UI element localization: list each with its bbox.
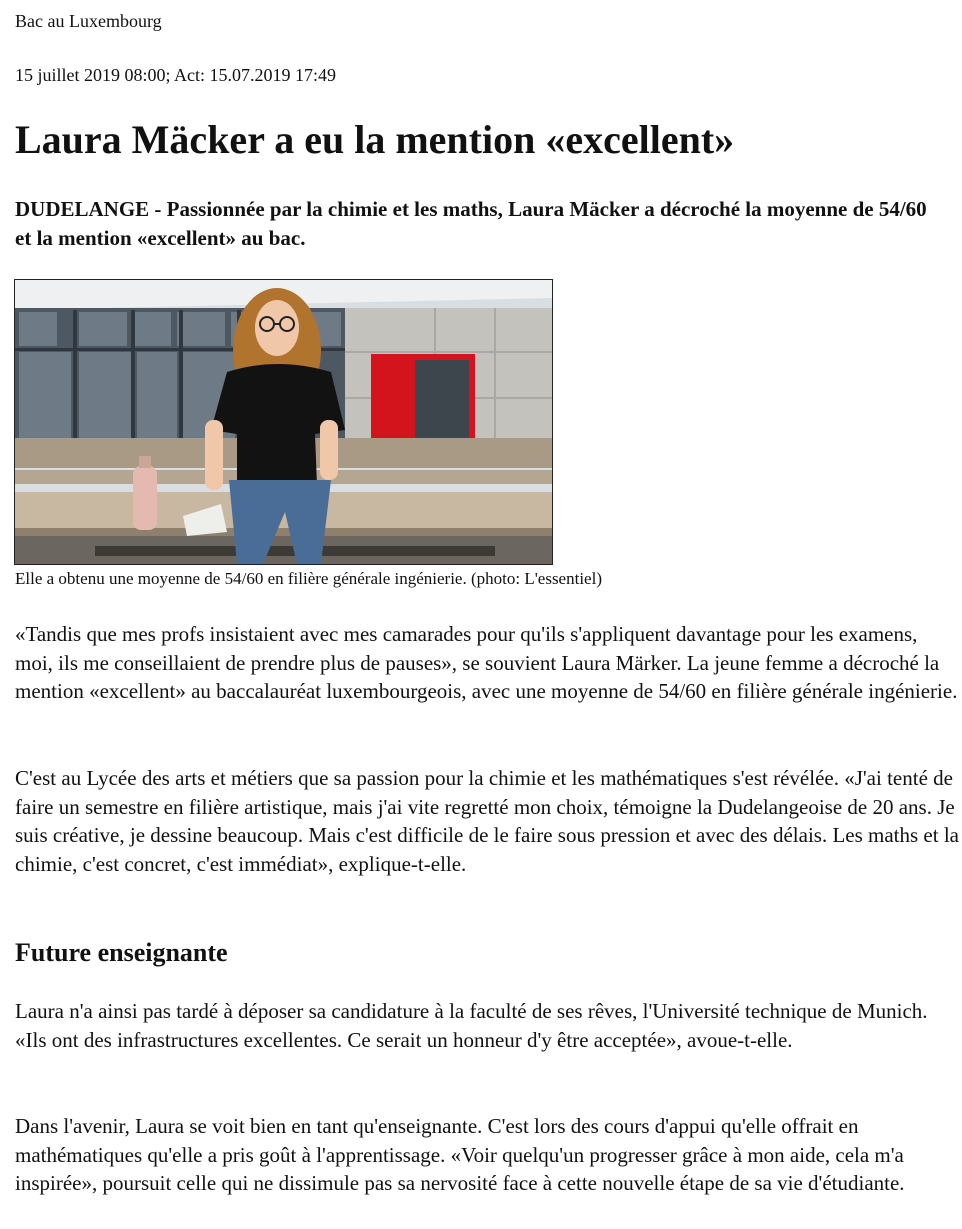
article-photo: [14, 279, 553, 565]
section-label: Bac au Luxembourg: [15, 11, 162, 31]
paragraph-1: «Tandis que mes profs insistaient avec mes camarades pour qu'ils s'appliquent davantage pour les examens, moi, ils me conseillaient de prendre plus de pauses», se souvient Laura Märker. La jeune femme a décroché la mention «excellent» au baccalauréat luxembourgeois, avec une moyenne de 54/60 en filière générale ingénierie.: [15, 622, 958, 704]
article-lead: DUDELANGE - Passionnée par la chimie et les maths, Laura Mäcker a décroché la moyenne de 54/60 et la mention «excellent» au bac.: [15, 197, 927, 250]
article-headline: Laura Mäcker a eu la mention «excellent»: [15, 117, 735, 162]
paragraph-2: C'est au Lycée des arts et métiers que sa passion pour la chimie et les mathématiques s'est révélée. «J'ai tenté de faire un semestre en filière artistique, mais j'ai vite regretté mon choix, témoigne la Dudelangeoise de 20 ans. Je suis créative, je dessine beaucoup. Mais c'est difficile de le faire sous pression et avec des délais. Les maths et la chimie, c'est concret, c'est immédiat», explique-t-elle.: [15, 766, 959, 876]
photo-caption: Elle a obtenu une moyenne de 54/60 en filière générale ingénierie. (photo: L'essentiel): [15, 569, 602, 588]
paragraph-4: Dans l'avenir, Laura se voit bien en tant qu'enseignante. C'est lors des cours d'appui qu'elle offrait en mathématiques qu'elle a pris goût à l'apprentissage. «Voir quelqu'un progresser grâce à mon aide, cela m'a inspirée», poursuit celle qui ne dissimule pas sa nervosité face à cette nouvelle étape de sa vie d'étudiante.: [15, 1114, 905, 1196]
paragraph-3: Laura n'a ainsi pas tardé à déposer sa candidature à la faculté de ses rêves, l'Université technique de Munich. «Ils ont des infrastructures excellentes. Ce serait un honneur d'y être acceptée», avoue-t-elle.: [15, 999, 928, 1052]
section-subheading: Future enseignante: [15, 938, 228, 967]
article-dateline: 15 juillet 2019 08:00; Act: 15.07.2019 17:49: [15, 65, 336, 85]
